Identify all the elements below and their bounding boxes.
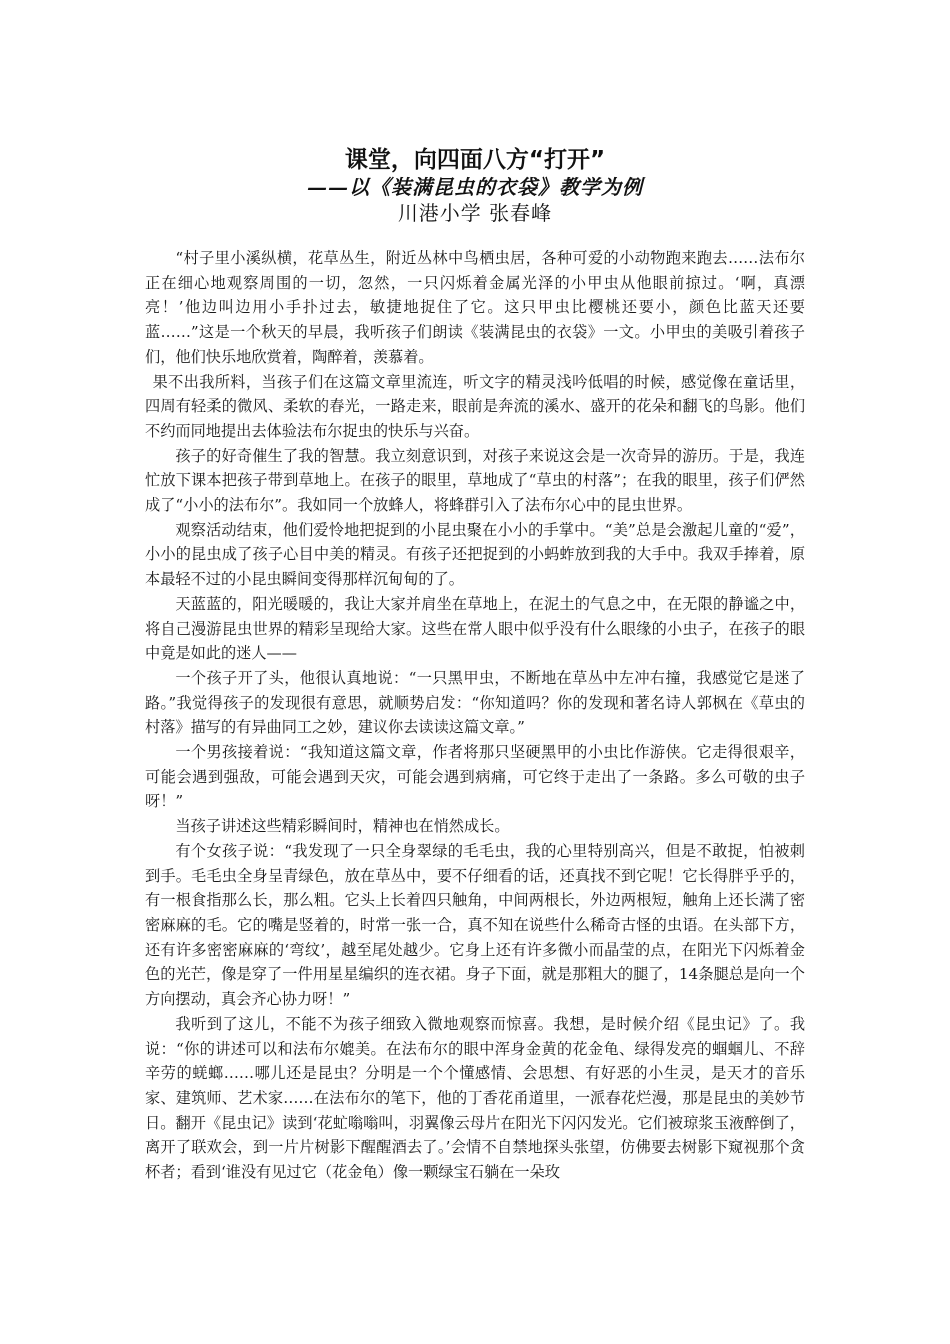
paragraph: 果不出我所料，当孩子们在这篇文章里流连，听文字的精灵浅吟低唱的时候，感觉像在童话里，四周有轻柔的微风、柔软的春光，一路走来，眼前是奔流的溪水、盛开的花朵和翻飞的鸟影。他们不约而同地提出去体验法布尔捉虫的快乐与兴奋。 bbox=[145, 372, 805, 440]
paragraph: 一个男孩接着说：“我知道这篇文章，作者将那只坚硬黑甲的小虫比作游侠。它走得很艰辛，可能会遇到强敌，可能会遇到天灾，可能会遇到病痛，可它终于走出了一条路。多么可敬的虫子呀！” bbox=[145, 743, 805, 811]
paragraph: 孩子的好奇催生了我的智慧。我立刻意识到，对孩子来说这会是一次奇异的游历。于是，我连忙放下课本把孩子带到草地上。在孩子的眼里，草地成了“草虫的村落”；在我的眼里，孩子们俨然成了“小小的法布尔”。我如同一个放蜂人，将蜂群引入了法布尔心中的昆虫世界。 bbox=[145, 446, 805, 515]
page-subtitle: ——以《装满昆虫的衣袋》教学为例 bbox=[307, 175, 643, 199]
article-body bbox=[145, 246, 805, 1185]
author-line: 川港小学 张春峰 bbox=[397, 201, 553, 225]
paragraph: 天蓝蓝的，阳光暖暖的，我让大家并肩坐在草地上，在泥土的气息之中，在无限的静谧之中，将自己漫游昆虫世界的精彩呈现给大家。这些在常人眼中似乎没有什么眼缘的小虫子，在孩子的眼中竟是如此的迷人—— bbox=[145, 594, 805, 663]
paragraph: “村子里小溪纵横，花草丛生，附近丛林中鸟栖虫居，各种可爱的小动物跑来跑去……法布尔正在细心地观察周围的一切，忽然，一只闪烁着金属光泽的小甲虫从他眼前掠过。‘啊，真漂亮！’他边叫边用小手扑过去，敏捷地捉住了它。这只甲虫比樱桃还要小，颜色比蓝天还要蓝……”这是一个秋天的早晨，我听孩子们朗读《装满昆虫的衣袋》一文。小甲虫的美吸引着孩子们，他们快乐地欣赏着，陶醉着，羡慕着。 bbox=[145, 249, 805, 366]
paragraph: 有个女孩子说：“我发现了一只全身翠绿的毛毛虫，我的心里特别高兴，但是不敢捉，怕被刺到手。毛毛虫全身呈青绿色，放在草丛中，要不仔细看的话，还真找不到它呢！它长得胖乎乎的，有一根食指那么长，那么粗。它头上长着四只触角，中间两根长，外边两根短，触角上还长满了密密麻麻的毛。它的嘴是竖着的，时常一张一合，真不知在说些什么稀奇古怪的虫语。在头部下方，还有许多密密麻麻的‘弯纹’，越至尾处越少。它身上还有许多微小而晶莹的点，在阳光下闪烁着金色的光芒，像是穿了一件用星星编织的连衣裙。身子下面，就是那粗大的腿了，14条腿总是向一个方向摆动，真会齐心协力呀！” bbox=[145, 841, 805, 1009]
page-title: 课堂，向四面八方“打开” bbox=[344, 147, 606, 173]
title-block bbox=[145, 146, 805, 226]
paragraph: 我听到了这儿，不能不为孩子细致入微地观察而惊喜。我想，是时候介绍《昆虫记》了。我说：“你的讲述可以和法布尔媲美。在法布尔的眼中浑身金黄的花金龟、绿得发亮的蝈蝈儿、不辞辛劳的蜣螂……哪儿还是昆虫？分明是一个个懂感情、会思想、有好恶的小生灵，是天才的音乐家、建筑师、艺术家……在法布尔的笔下，他的丁香花甬道里，一派春花烂漫，那是昆虫的美妙节日。翻开《昆虫记》读到‘花虻嗡嗡叫，羽翼像云母片在阳光下闪闪发光。它们被琼浆玉液醉倒了，离开了联欢会，到一片片树影下醒醒酒去了。’会情不自禁地探头张望，仿佛要去树影下窥视那个贪杯者；看到‘谁没有见过它（花金龟）像一颗绿宝石躺在一朵玫 bbox=[145, 1014, 805, 1182]
paragraph: 当孩子讲述这些精彩瞬间时，精神也在悄然成长。 bbox=[175, 817, 510, 836]
paragraph: 观察活动结束，他们爱怜地把捉到的小昆虫聚在小小的手掌中。“美”总是会激起儿童的“爱”，小小的昆虫成了孩子心目中美的精灵。有孩子还把捉到的小蚂蚱放到我的大手中。我双手捧着，原本最轻不过的小昆虫瞬间变得那样沉甸甸的了。 bbox=[145, 520, 805, 589]
paragraph: 一个孩子开了头，他很认真地说：“一只黑甲虫，不断地在草丛中左冲右撞，我感觉它是迷了路。”我觉得孩子的发现很有意思，就顺势启发：“你知道吗？你的发现和著名诗人郭枫在《草虫的村落》描写的有异曲同工之妙，建议你去读读这篇文章。” bbox=[145, 668, 805, 737]
